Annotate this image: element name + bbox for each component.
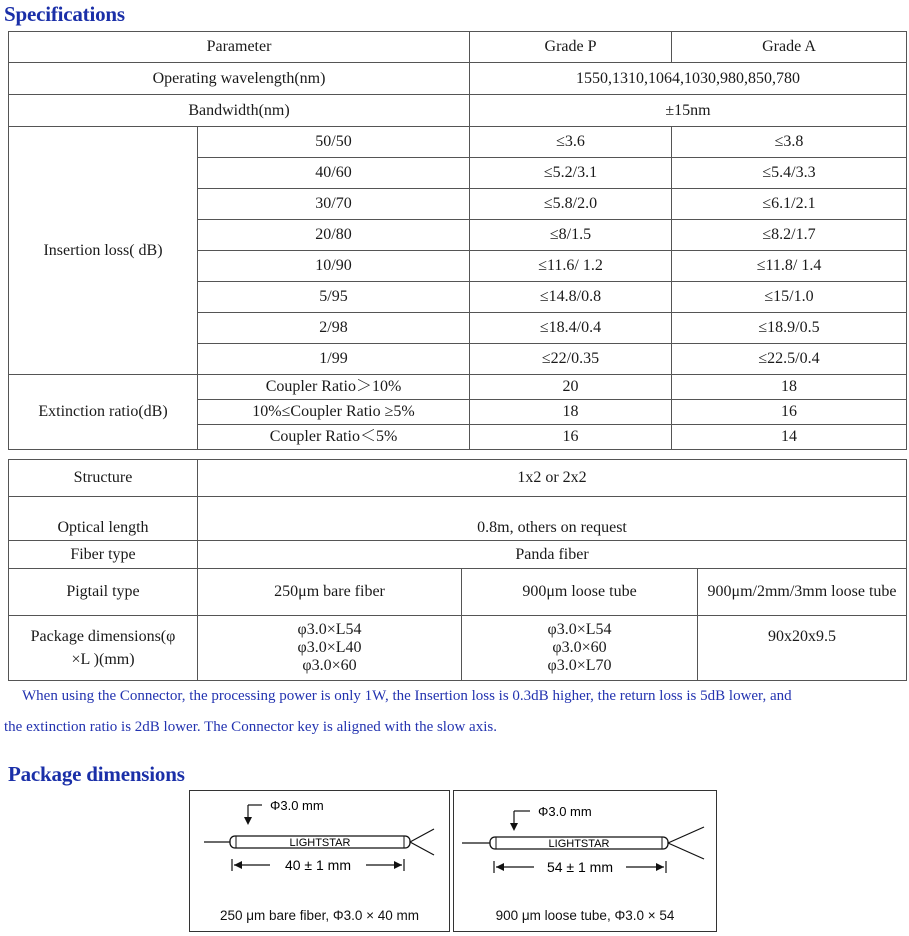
fiber-type-label: Fiber type [9, 541, 198, 569]
package-label-line-2: ×L )(mm) [71, 650, 135, 668]
grade-a-value: ≤11.8/ 1.4 [672, 251, 907, 282]
brand-label: LIGHTSTAR [289, 837, 351, 849]
parameter-header: Parameter [9, 32, 470, 63]
grade-a-value: 18 [672, 375, 907, 400]
package-multi-value: 90x20x9.5 [698, 616, 907, 681]
coupler-condition-cell: 10%≤Coupler Ratio ≥5% [198, 400, 470, 425]
wavelength-row [9, 63, 907, 95]
coupler-ratio-cell: 40/60 [198, 158, 470, 189]
length-label: 54 ± 1 mm [546, 859, 614, 875]
package-dimensions-label [9, 616, 198, 681]
connector-note-line-1: When using the Connector, the processing power is only 1W, the Insertion loss is 0.3dB higher, the return loss is 5dB lower, and [22, 688, 792, 704]
grade-p-header: Grade P [470, 32, 672, 63]
coupler-ratio-cell: 10/90 [198, 251, 470, 282]
package-loose-value: φ3.0×L70 [547, 657, 612, 674]
structure-label: Structure [9, 460, 198, 497]
diameter-label: Φ3.0 mm [538, 804, 592, 819]
package-loose-value: φ3.0×60 [552, 639, 607, 656]
grade-a-value: ≤6.1/2.1 [672, 189, 907, 220]
coupler-ratio-cell: 30/70 [198, 189, 470, 220]
bandwidth-value: ±15nm [470, 95, 907, 127]
bandwidth-label: Bandwidth(nm) [9, 95, 470, 127]
coupler-ratio-cell: 5/95 [198, 282, 470, 313]
bandwidth-row [9, 95, 907, 127]
grade-p-value: 16 [470, 425, 672, 450]
coupler-ratio-cell: 1/99 [198, 344, 470, 375]
coupler-condition-cell: Coupler Ratio＞10% [198, 375, 470, 400]
optical-length-value: 0.8m, others on request [198, 497, 907, 541]
coupler-ratio-cell: 20/80 [198, 220, 470, 251]
connector-note-line-2: the extinction ratio is 2dB lower. The Connector key is aligned with the slow axis. [4, 719, 497, 735]
grade-p-value: ≤14.8/0.8 [470, 282, 672, 313]
grade-a-header: Grade A [672, 32, 907, 63]
grade-p-value: ≤3.6 [470, 127, 672, 158]
grade-a-value: 14 [672, 425, 907, 450]
insertion-loss-label: Insertion loss( dB) [9, 127, 198, 375]
grade-p-value: ≤22/0.35 [470, 344, 672, 375]
grade-p-value: ≤8/1.5 [470, 220, 672, 251]
package-diagram-54mm [453, 790, 717, 932]
grade-p-value: 20 [470, 375, 672, 400]
specifications-heading: Specifications [4, 2, 125, 26]
structure-table [8, 459, 907, 681]
package-dimensions-heading: Package dimensions [8, 762, 185, 786]
wavelength-label: Operating wavelength(nm) [9, 63, 470, 95]
pigtail-type-bare: 250μm bare fiber [198, 569, 462, 616]
grade-p-value: 18 [470, 400, 672, 425]
fiber-type-value: Panda fiber [198, 541, 907, 569]
fiber-type-row [9, 541, 907, 569]
diagram-caption: 900 μm loose tube, Φ3.0 × 54 [495, 908, 675, 923]
package-diagram-40mm [189, 790, 450, 932]
grade-a-value: ≤3.8 [672, 127, 907, 158]
diagram-caption: 250 μm bare fiber, Φ3.0 × 40 mm [219, 908, 420, 923]
pigtail-type-row [9, 569, 907, 616]
pigtail-type-label: Pigtail type [9, 569, 198, 616]
coupler-ratio-cell: 2/98 [198, 313, 470, 344]
grade-p-value: ≤18.4/0.4 [470, 313, 672, 344]
grade-a-value: ≤18.9/0.5 [672, 313, 907, 344]
package-label-line-1: Package dimensions(φ [30, 627, 176, 645]
pigtail-type-multi: 900μm/2mm/3mm loose tube [698, 569, 907, 616]
header-row [9, 32, 907, 63]
coupler-condition-cell: Coupler Ratio＜5% [198, 425, 470, 450]
optical-length-row [9, 497, 907, 541]
wavelength-value: 1550,1310,1064,1030,980,850,780 [470, 63, 907, 95]
extinction-ratio-row [9, 375, 907, 400]
length-label: 40 ± 1 mm [284, 857, 352, 873]
structure-value: 1x2 or 2x2 [198, 460, 907, 497]
package-dimensions-row [9, 616, 907, 681]
pigtail-type-loose: 900μm loose tube [462, 569, 698, 616]
package-bare-value: φ3.0×L54 [297, 621, 362, 638]
brand-label: LIGHTSTAR [548, 838, 610, 850]
grade-p-value: ≤5.8/2.0 [470, 189, 672, 220]
grade-a-value: ≤15/1.0 [672, 282, 907, 313]
grade-a-value: 16 [672, 400, 907, 425]
grade-a-value: ≤5.4/3.3 [672, 158, 907, 189]
insertion-loss-row [9, 127, 907, 158]
extinction-ratio-label: Extinction ratio(dB) [9, 375, 198, 450]
grade-a-value: ≤8.2/1.7 [672, 220, 907, 251]
package-bare-value: φ3.0×L40 [297, 639, 362, 656]
diameter-label: Φ3.0 mm [270, 798, 324, 813]
package-bare-value: φ3.0×60 [302, 657, 357, 674]
structure-row [9, 460, 907, 497]
coupler-ratio-cell: 50/50 [198, 127, 470, 158]
package-loose-value: φ3.0×L54 [547, 621, 612, 638]
optical-length-label: Optical length [9, 497, 198, 541]
grade-p-value: ≤5.2/3.1 [470, 158, 672, 189]
specifications-table [8, 31, 907, 450]
package-loose-values [462, 616, 698, 681]
package-bare-values [198, 616, 462, 681]
grade-a-value: ≤22.5/0.4 [672, 344, 907, 375]
grade-p-value: ≤11.6/ 1.2 [470, 251, 672, 282]
